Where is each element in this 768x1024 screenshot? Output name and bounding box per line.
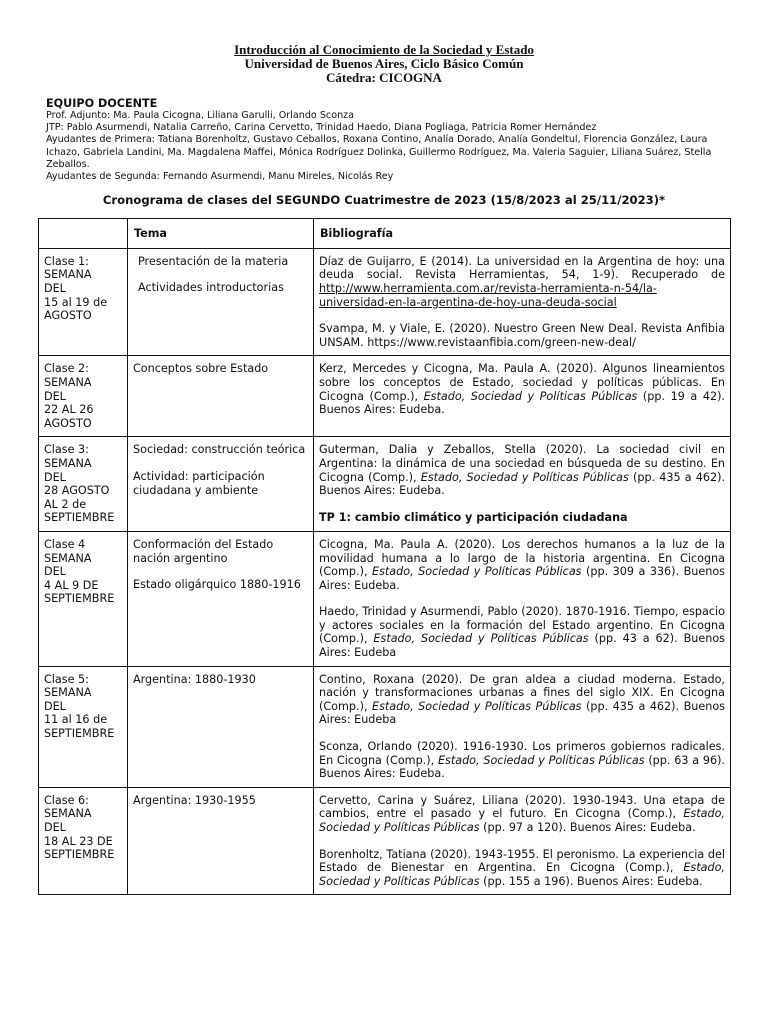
bibliography-entry	[319, 362, 725, 416]
course-title: Introducción al Conocimiento de la Sociedad y Estado	[234, 42, 534, 57]
clase-line: AL 2 de	[44, 497, 87, 511]
clase-cell	[39, 531, 128, 666]
bib-text: (pp. 155 a 196). Buenos Aires: Eudeba.	[479, 874, 703, 888]
tema-text: Estado oligárquico 1880-1916	[133, 578, 301, 592]
tema-text: Actividad: participación ciudadana y ambiente	[133, 469, 265, 497]
bib-book-title: Estado, Sociedad y Políticas Públicas	[423, 389, 638, 403]
tema-cell	[128, 437, 314, 532]
clase-line: DEL	[44, 565, 66, 579]
bibliography-cell	[314, 787, 731, 895]
clase-line: DEL	[44, 389, 66, 403]
table-row	[39, 666, 731, 787]
tema-text: Sociedad: construcción teórica	[133, 443, 306, 457]
clase-line: DEL	[44, 821, 66, 834]
schedule-title: Cronograma de clases del SEGUNDO Cuatrimestre de 2023 (15/8/2023 al 25/11/2023)*	[102, 193, 666, 208]
clase-line: SEPTIEMBRE	[44, 727, 115, 741]
bibliography-entry	[319, 673, 725, 727]
tema-text: Conceptos sobre Estado	[133, 362, 269, 376]
table-header-row	[39, 219, 731, 249]
schedule-table	[38, 218, 731, 895]
bibliography-entry	[319, 255, 725, 309]
team-line: Prof. Adjunto: Ma. Paula Cicogna, Liliana Garulli, Orlando Sconza	[46, 110, 355, 121]
clase-line: SEPTIEMBRE	[44, 511, 115, 525]
clase-line: Clase 3:	[44, 443, 89, 457]
bib-text: (pp. 43 a 62). Buenos Aires: Eudeba	[319, 632, 725, 660]
bibliography-cell	[314, 437, 731, 532]
bib-text: Kerz, Mercedes y Cicogna, Ma. Paula A. (2020). Algunos lineamientos sobre los conceptos de Estado, sociedad y políticas públicas. En Cicogna (Comp.),	[319, 362, 725, 403]
bib-book-title: Estado, Sociedad y Políticas Públicas	[319, 807, 725, 834]
bib-book-title: Estado, Sociedad y Políticas Públicas	[420, 470, 629, 484]
bibliography-cell	[314, 531, 731, 666]
bibliography-entry	[319, 740, 725, 781]
bib-text: (pp. 435 a 462). Buenos Aires: Eudeba	[319, 699, 725, 727]
header-cell-bibliografia: Bibliografía	[314, 219, 731, 249]
table-row	[39, 437, 731, 532]
clase-line: 15 al 19 de	[44, 295, 108, 309]
tema-cell	[128, 248, 314, 356]
clase-line: Clase 6:	[44, 793, 89, 807]
bibliography-cell	[314, 356, 731, 437]
bib-book-title: Estado, Sociedad y Políticas Públicas	[372, 565, 582, 579]
clase-line: 28 AGOSTO	[44, 484, 110, 498]
clase-cell	[39, 248, 128, 356]
team-title: EQUIPO DOCENTE	[46, 97, 158, 110]
bibliography-entry	[319, 538, 725, 592]
bib-text: Cicogna, Ma. Paula A. (2020). Los derechos humanos a la luz de la movilidad humana a lo largo de la historia argentina. En Cicogna (Comp.),	[319, 537, 725, 579]
catedra-name: Cátedra: CICOGNA	[326, 70, 442, 85]
bibliography-entry	[319, 794, 725, 835]
bib-text: Contino, Roxana (2020). De gran aldea a ciudad moderna. Estado, nación y transformaciones urbanas a fines del siglo XIX. En Cicogna (Comp.),	[319, 672, 725, 713]
bib-text: Svampa, M. y Viale, E. (2020). Nuestro Green New Deal. Revista Anfibia UNSAM. https://www.revistaanfibia.com/green-new-deal/	[319, 322, 725, 349]
bib-text: Guterman, Dalia y Zeballos, Stella (2020). La sociedad civil en Argentina: la dinámica de una sociedad en búsqueda de su destino. En Cicogna (Comp.),	[319, 443, 725, 484]
table-row	[39, 248, 731, 356]
clase-line: SEPTIEMBRE	[44, 592, 115, 606]
clase-line: 18 AL 23 DE	[44, 834, 113, 848]
tema-cell	[128, 666, 314, 787]
university-name: Universidad de Buenos Aires, Ciclo Básico Común	[244, 56, 524, 71]
bib-book-title: Estado, Sociedad y Políticas Públicas	[319, 861, 725, 888]
clase-cell	[39, 356, 128, 437]
clase-line: DEL	[44, 699, 66, 713]
clase-line: AGOSTO	[44, 416, 92, 430]
tp-title: TP 1: cambio climático y participación ciudadana	[319, 510, 628, 524]
team-line: Ayudantes de Primera: Tatiana Borenholtz, Gustavo Ceballos, Roxana Contino, Analía Dorado, Analía Gondeltul, Florencia González, Laura Ichazo, Gabriela Landini, Ma. Magdalena Maffei, Mónica Rodríguez Dolinka, Guillermo Rodríguez, Ma. Valeria Saguier, Liliana Suárez, Stella Zeballos.	[46, 134, 712, 170]
teaching-team	[46, 97, 730, 183]
bibliography-entry	[319, 848, 725, 889]
clase-line: AGOSTO	[44, 309, 92, 323]
bib-text: Haedo, Trinidad y Asurmendi, Pablo (2020). 1870-1916. Tiempo, espacio y actores sociales en la formación del Estado argentino. En Cicogna (Comp.),	[319, 605, 725, 646]
bibliography-cell	[314, 248, 731, 356]
bib-book-title: Estado, Sociedad y Políticas Públicas	[372, 699, 582, 713]
tema-text: Argentina: 1930-1955	[133, 793, 256, 807]
clase-line: Clase 5:	[44, 672, 89, 686]
clase-line: DEL	[44, 282, 66, 295]
bibliography-entry	[319, 605, 725, 659]
clase-line: SEMANA	[44, 268, 92, 282]
clase-line: SEMANA	[44, 686, 92, 700]
clase-line: SEPTIEMBRE	[44, 848, 115, 862]
tema-cell	[128, 531, 314, 666]
bib-text: (pp. 309 a 336). Buenos Aires: Eudeba.	[319, 565, 725, 592]
clase-line: Clase 2:	[44, 362, 89, 376]
bib-text: (pp. 63 a 96). Buenos Aires: Eudeba.	[319, 753, 725, 781]
tema-text: Conformación del Estado nación argentino	[133, 537, 274, 565]
header-cell-tema: Tema	[128, 219, 314, 249]
clase-cell	[39, 787, 128, 895]
clase-line: Clase 1:	[44, 254, 89, 268]
team-line: JTP: Pablo Asurmendi, Natalia Carreño, Carina Cervetto, Trinidad Haedo, Diana Pogliaga, Patricia Romer Hernández	[46, 122, 597, 134]
bib-text: Díaz de Guijarro, E (2014). La universidad en la Argentina de hoy: una deuda social. Revista Herramientas, 54, 1-9). Recuperado de	[319, 254, 725, 282]
tema-text: Actividades introductorias	[138, 281, 284, 295]
bib-text: Cervetto, Carina y Suárez, Liliana (2020). 1930-1943. Una etapa de cambios, entre el pasado y el futuro. En Cicogna (Comp.),	[319, 793, 725, 821]
clase-line: SEMANA	[44, 375, 92, 389]
tema-text: Presentación de la materia	[138, 254, 289, 268]
clase-cell	[39, 437, 128, 532]
table-row	[39, 531, 731, 666]
bib-text: (pp. 435 a 462). Buenos Aires: Eudeba.	[319, 470, 726, 498]
bib-text: Borenholtz, Tatiana (2020). 1943-1955. El peronismo. La experiencia del Estado de Bienestar en Argentina. En Cicogna (Comp.),	[319, 847, 725, 875]
team-line: Ayudantes de Segunda: Fernando Asurmendi, Manu Mireles, Nicolás Rey	[46, 171, 394, 183]
table-row	[39, 356, 731, 437]
tema-text: Argentina: 1880-1930	[133, 672, 256, 686]
document-header	[38, 0, 730, 85]
header-cell-clase	[39, 219, 128, 249]
bibliography-entry	[319, 443, 725, 497]
clase-line: SEMANA	[44, 551, 92, 565]
clase-cell	[39, 666, 128, 787]
bib-text: (pp. 97 a 120). Buenos Aires: Eudeba.	[479, 821, 696, 834]
clase-line: 4 AL 9 DE	[44, 578, 99, 592]
tema-cell	[128, 356, 314, 437]
bib-text: (pp. 19 a 42). Buenos Aires: Eudeba.	[319, 389, 725, 417]
tema-cell	[128, 787, 314, 895]
bib-book-title: Estado, Sociedad y Políticas Públicas	[373, 632, 589, 646]
clase-line: Clase 4	[44, 537, 86, 551]
bibliography-entry	[319, 322, 725, 349]
bib-text: Sconza, Orlando (2020). 1916-1930. Los primeros gobiernos radicales. En Cicogna (Comp.),	[319, 740, 725, 767]
bib-book-title: Estado, Sociedad y Políticas Públicas	[437, 753, 645, 767]
clase-line: 11 al 16 de	[44, 713, 108, 727]
clase-line: SEMANA	[44, 807, 92, 821]
clase-line: DEL	[44, 470, 66, 484]
table-row	[39, 787, 731, 895]
bibliography-cell	[314, 666, 731, 787]
clase-line: 22 AL 26	[44, 403, 94, 417]
bibliography-link[interactable]: http://www.herramienta.com.ar/revista-herramienta-n-54/la-universidad-en-la-argentina-de-hoy-una-deuda-social	[319, 282, 657, 309]
clase-line: SEMANA	[44, 456, 92, 470]
